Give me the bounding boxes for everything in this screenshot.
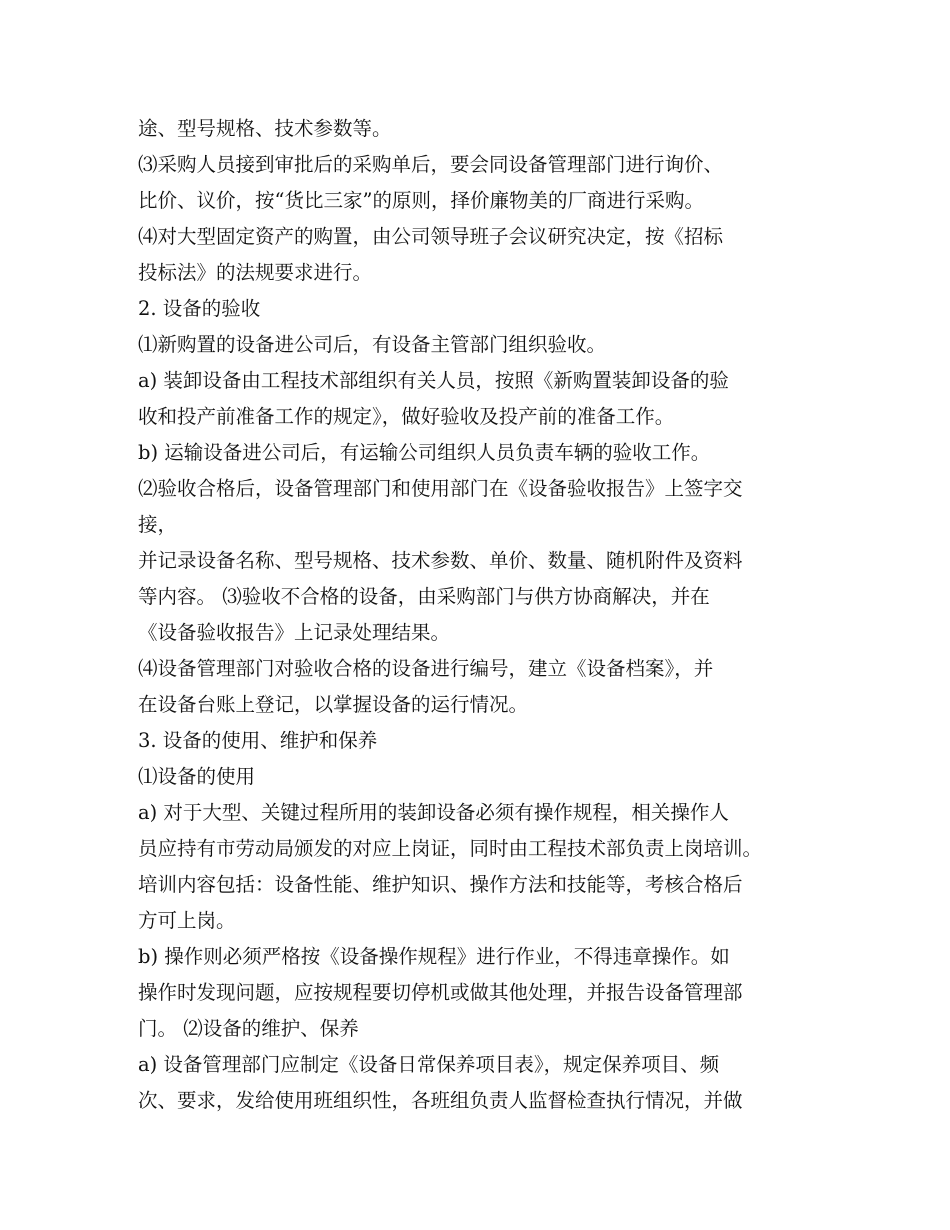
text-line: 等内容。 ⑶验收不合格的设备，由采购部门与供方协商解决，并在 [138,585,710,608]
section-heading: 2. 设备的验收 [138,297,261,320]
text-line: 《设备验收报告》上记录处理结果。 [138,621,451,644]
text-line: 接， [138,513,178,536]
text-line: ⑶采购人员接到审批后的采购单后，要会同设备管理部门进行询价、 [138,153,724,176]
text-line: 投标法》的法规要求进行。 [138,261,373,284]
text-line: ⑵验收合格后，设备管理部门和使用部门在《设备验收报告》上签字交 [138,477,743,500]
text-line: ⑴设备的使用 [138,765,256,788]
text-line: 员应持有市劳动局颁发的对应上岗证，同时由工程技术部负责上岗培训。 [138,837,763,860]
text-line: 在设备台账上登记，以掌握设备的运行情况。 [138,693,529,716]
text-line: 门。 ⑵设备的维护、保养 [138,1017,359,1040]
text-line: a) 对于大型、关键过程所用的装卸设备必须有操作规程，相关操作人 [138,801,729,824]
text-line: 操作时发现问题，应按规程要切停机或做其他处理，并报告设备管理部 [138,981,743,1004]
section-heading: 3. 设备的使用、维护和保养 [138,729,378,752]
text-line: 次、要求，发给使用班组织性，各班组负责人监督检查执行情况，并做 [138,1089,743,1112]
text-line: a) 设备管理部门应制定《设备日常保养项目表》，规定保养项目、频 [138,1053,720,1076]
text-line: 比价、议价，按“货比三家”的原则，择价廉物美的厂商进行采购。 [138,189,704,212]
text-line: b) 操作则必须严格按《设备操作规程》进行作业，不得违章操作。如 [138,945,730,968]
text-line: ⑷设备管理部门对验收合格的设备进行编号，建立《设备档案》，并 [138,657,714,680]
text-line: 途、型号规格、技术参数等。 [138,117,392,140]
text-line: 方可上岗。 [138,909,236,932]
text-line: ⑷对大型固定资产的购置，由公司领导班子会议研究决定，按《招标 [138,225,724,248]
text-line: b) 运输设备进公司后，有运输公司组织人员负责车辆的验收工作。 [138,441,711,464]
text-line: 收和投产前准备工作的规定》，做好验收及投产前的准备工作。 [138,405,675,428]
text-line: 培训内容包括：设备性能、维护知识、操作方法和技能等，考核合格后 [138,873,743,896]
text-line: a) 装卸设备由工程技术部组织有关人员，按照《新购置装卸设备的验 [138,369,729,392]
text-line: 并记录设备名称、型号规格、技术参数、单价、数量、随机附件及资料 [138,549,743,572]
text-line: ⑴新购置的设备进公司后，有设备主管部门组织验收。 [138,333,607,356]
